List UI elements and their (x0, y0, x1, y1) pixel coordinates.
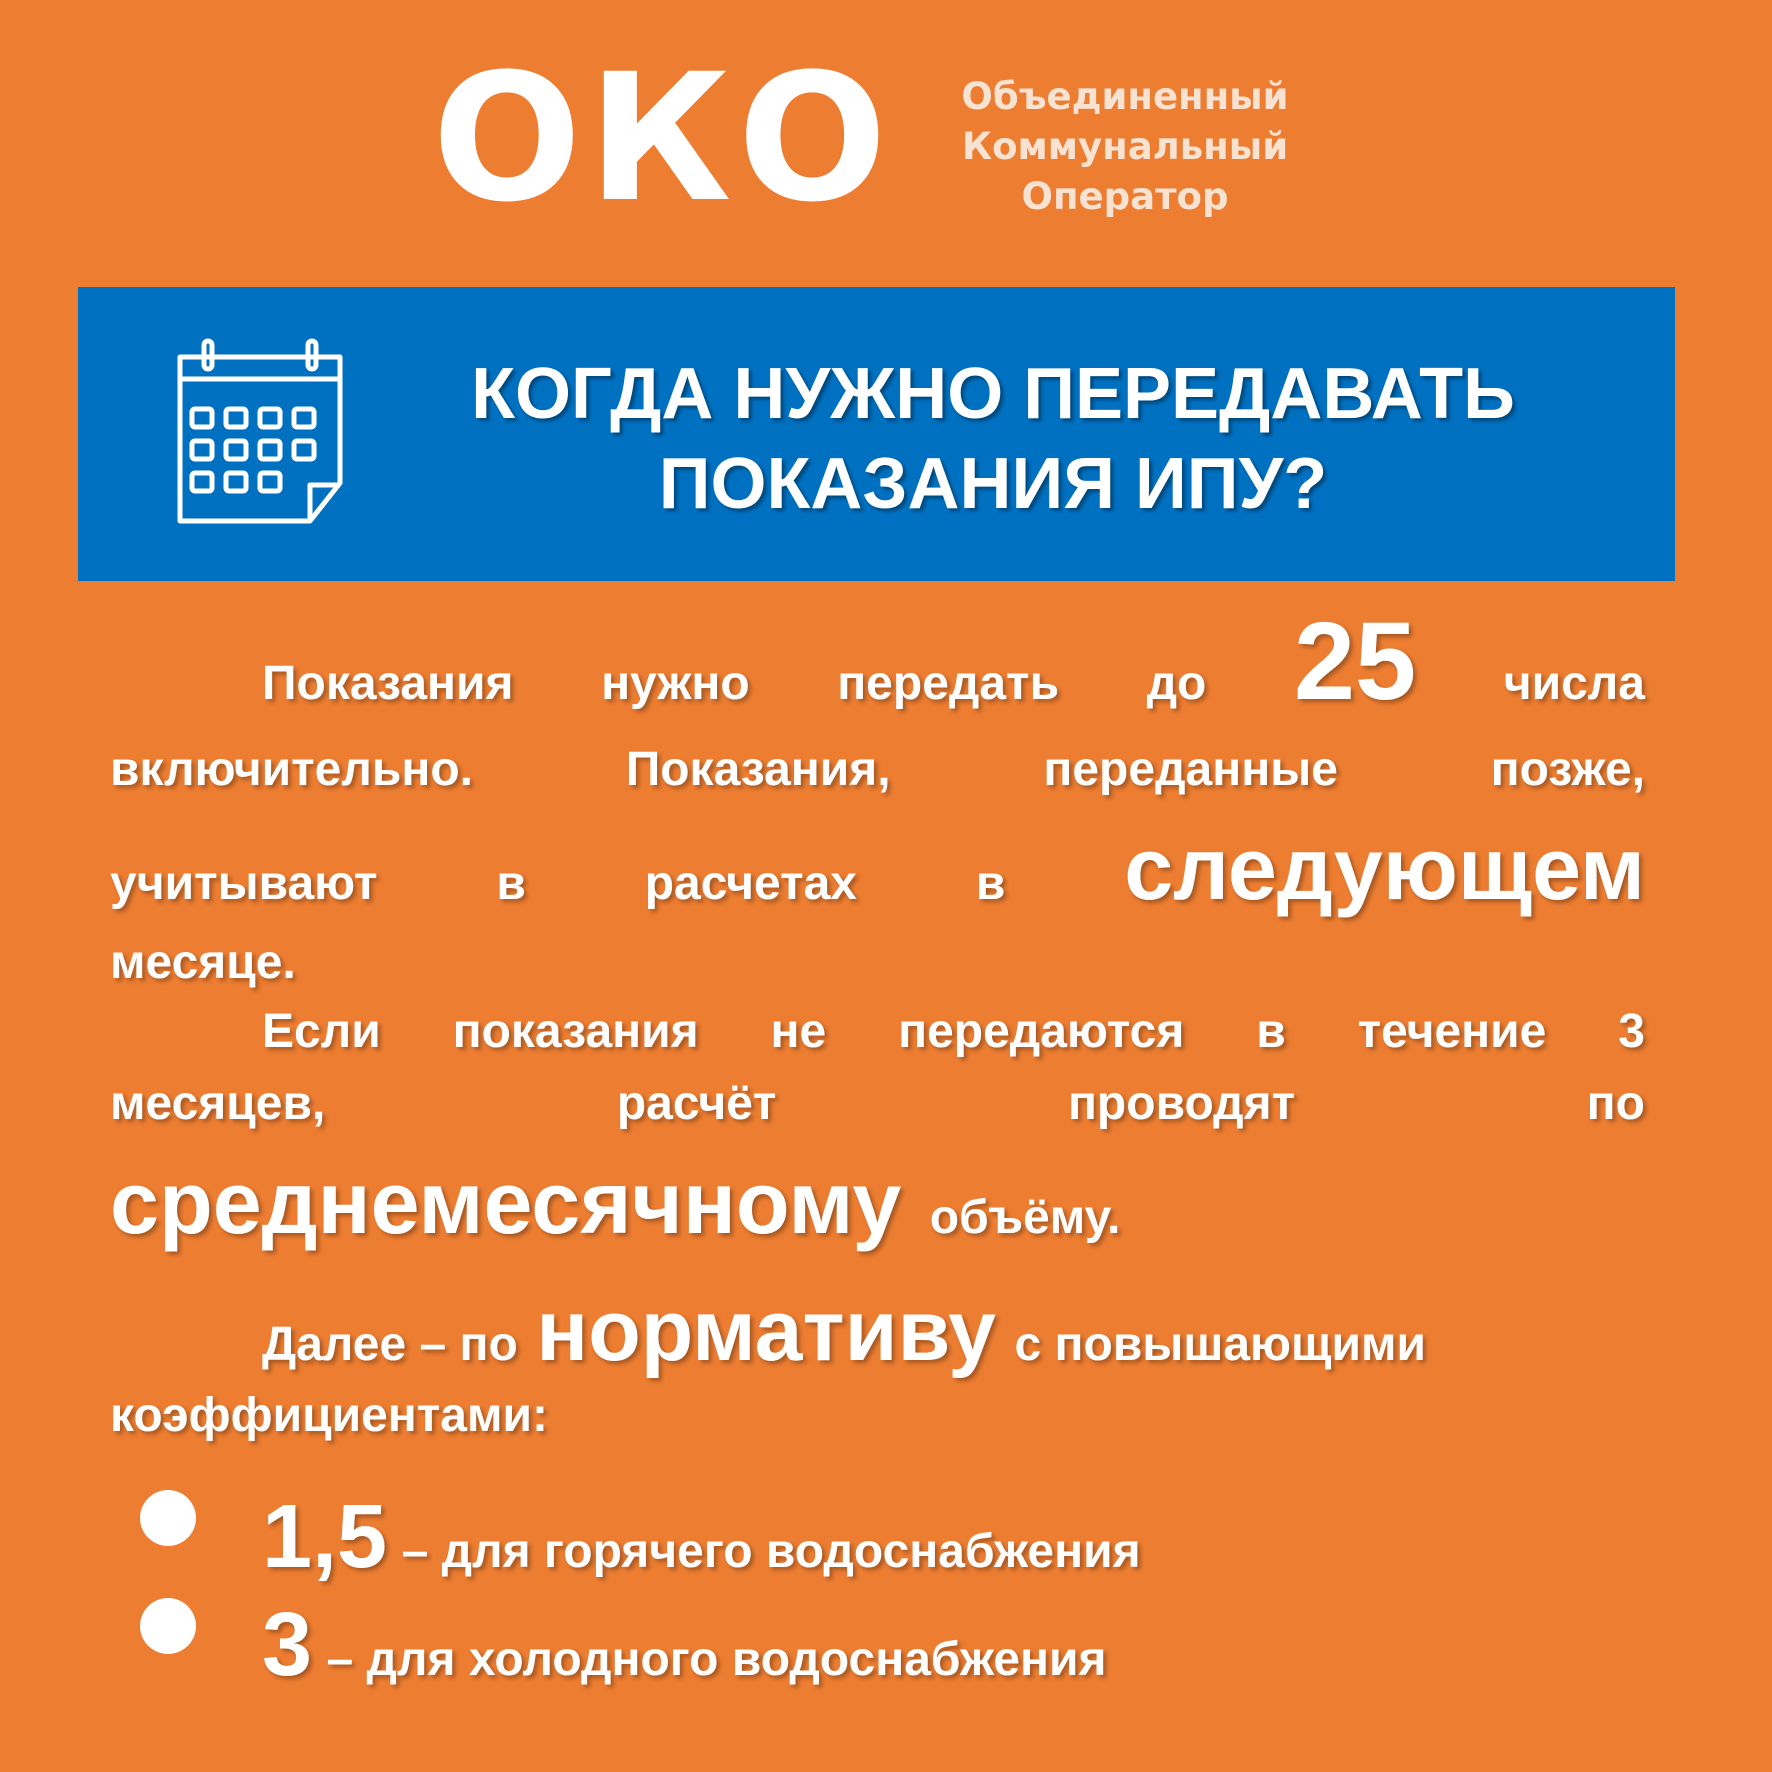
bullet-hot-water (262, 1486, 1141, 1589)
word: позже, (1490, 743, 1645, 796)
emphasis-norm: нормативу (536, 1283, 997, 1379)
bullet-cold-water (262, 1594, 1107, 1697)
word: числа (1503, 657, 1645, 710)
bullet-dot (140, 1598, 196, 1654)
word: включительно. (110, 743, 473, 796)
word: показания (452, 1005, 699, 1058)
paragraph-2-line-2 (110, 1076, 1645, 1131)
deadline-day: 25 (1293, 600, 1417, 723)
word: расчетах (644, 857, 857, 910)
coefficient-value: 1,5 (262, 1487, 388, 1587)
word: 3 (1618, 1005, 1645, 1058)
title-line: ПОКАЗАНИЯ ИПУ? (658, 444, 1328, 524)
word: течение (1357, 1005, 1547, 1058)
word: в (496, 857, 526, 910)
logo-subtitle-line: Объединенный (961, 75, 1289, 118)
word: Показания, (625, 743, 891, 796)
coefficient-value: 3 (262, 1595, 313, 1695)
paragraph-3-line-1 (262, 1282, 1426, 1381)
logo-mark: ОКО (432, 36, 894, 241)
paragraph-1-line-1 (262, 600, 1645, 723)
paragraph-2-line-3 (110, 1152, 1120, 1254)
paragraph-1-line-4: месяце. (110, 936, 296, 989)
calendar-icon (174, 335, 346, 525)
word: проводят (1067, 1077, 1296, 1130)
word: Показания (262, 657, 514, 710)
paragraph-2-line-1 (262, 1004, 1645, 1059)
word: расчёт (616, 1077, 777, 1130)
page-title (378, 349, 1608, 529)
coefficient-label: – для горячего водоснабжения (401, 1525, 1141, 1578)
word: Если (262, 1005, 381, 1058)
paragraph-1-line-2 (110, 742, 1645, 797)
title-line: КОГДА НУЖНО ПЕРЕДАВАТЬ (471, 354, 1515, 434)
word: до (1146, 657, 1207, 710)
logo-subtitle-line: Оператор (1021, 175, 1229, 218)
title-banner (78, 287, 1675, 581)
word: нужно (601, 657, 750, 710)
word: не (770, 1005, 827, 1058)
logo-subtitle-line: Коммунальный (961, 125, 1289, 168)
word: месяцев, (110, 1077, 326, 1130)
word: в (975, 857, 1006, 910)
bullet-dot (140, 1490, 196, 1546)
paragraph-3-line-2: коэффициентами: (110, 1389, 548, 1442)
word: Далее – по (262, 1318, 518, 1371)
coefficient-label: – для холодного водоснабжения (326, 1633, 1107, 1686)
logo-subtitle (950, 72, 1300, 222)
word: передаются (898, 1005, 1185, 1058)
word: в (1256, 1005, 1286, 1058)
word: учитывают (110, 857, 378, 910)
word: передать (837, 657, 1060, 710)
word: объёму. (929, 1191, 1121, 1244)
emphasis-average-monthly: среднемесячному (110, 1153, 902, 1252)
paragraph-1-line-3 (110, 818, 1645, 920)
word: по (1586, 1077, 1645, 1130)
word: переданные (1043, 743, 1338, 796)
emphasis-next-month: следующем (1124, 819, 1645, 918)
word: с повышающими (1014, 1318, 1427, 1371)
